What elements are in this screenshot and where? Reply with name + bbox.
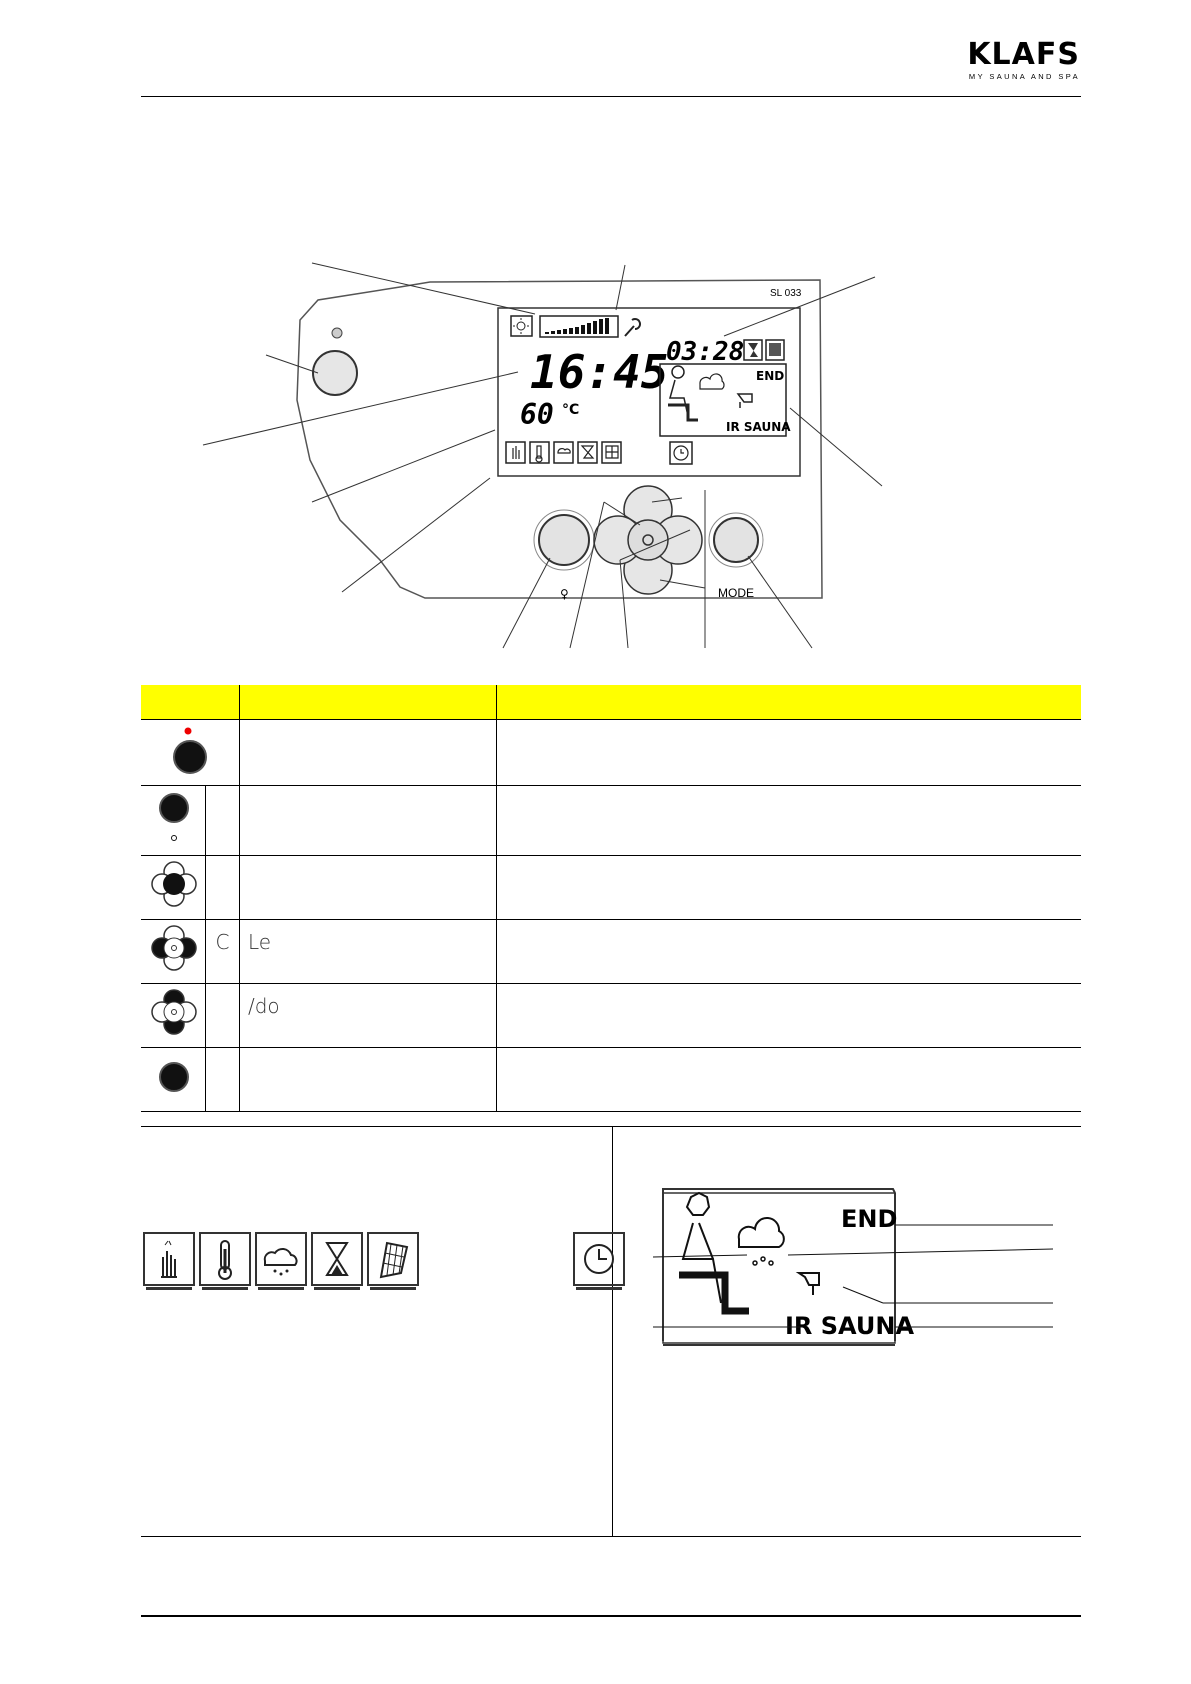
nav-up-down-icon — [141, 984, 205, 1048]
thermometer-icon — [199, 1232, 251, 1286]
detail-status-end: END — [841, 1205, 898, 1233]
table-cell-num — [205, 984, 239, 1048]
table-cell-desc — [497, 984, 1082, 1048]
table-cell-desc — [497, 856, 1082, 920]
nav-center-icon — [141, 856, 205, 920]
table-cell-desc — [497, 1048, 1082, 1112]
power-button-icon — [141, 720, 240, 786]
table-cell-desc — [497, 720, 1082, 786]
lcd-temperature: 60 — [520, 398, 554, 431]
navigation-pad — [594, 486, 702, 594]
table-cell-name — [240, 856, 497, 920]
table-cell-name — [240, 786, 497, 856]
steam-drops-icon — [753, 1257, 773, 1265]
table-row — [141, 856, 1081, 920]
hand-icon — [143, 1232, 195, 1286]
table-cell-name: Le — [240, 920, 497, 984]
logo-tagline: MY SAUNA AND SPA — [968, 72, 1080, 81]
table-header-row — [141, 685, 1081, 720]
power-button[interactable] — [313, 351, 357, 395]
mode-button[interactable] — [714, 518, 758, 562]
table-row — [141, 984, 1081, 1048]
symbol-icon-bar — [143, 1232, 419, 1288]
table-cell-name: /do — [240, 984, 497, 1048]
steam-cloud-icon — [739, 1218, 784, 1247]
table-cell-num — [205, 1048, 239, 1112]
table-cell-desc — [497, 786, 1082, 856]
light-button[interactable] — [539, 515, 589, 565]
lcd-status-end: END — [756, 369, 785, 383]
footer-rule — [141, 1615, 1081, 1617]
table-header-cell — [141, 685, 240, 720]
table-cell-name — [240, 720, 497, 786]
nav-left-right-icon — [141, 920, 205, 984]
bathing-person-icon — [679, 1193, 749, 1311]
table-row — [141, 1048, 1081, 1112]
table-cell-name — [240, 1048, 497, 1112]
lcd-temperature-unit: °C — [562, 402, 580, 418]
checkered-flag-icon — [367, 1232, 419, 1286]
table-cell-num — [205, 786, 239, 856]
table-cell-num: C — [205, 920, 239, 984]
panel-bottom-rule — [141, 1536, 1081, 1537]
detail-mode-name: IR SAUNA — [785, 1312, 915, 1340]
table-cell-desc — [497, 920, 1082, 984]
logo-wordmark: KLAFS — [967, 37, 1080, 72]
light-bulb-icon: ♀ — [560, 587, 569, 601]
lcd-clock: 16:45 — [530, 345, 669, 399]
mode-display-detail — [613, 1127, 1081, 1535]
table-row — [141, 920, 1081, 984]
table-header-cell — [240, 685, 497, 720]
light-button-icon — [141, 786, 205, 856]
table-row — [141, 786, 1081, 856]
hourglass-icon — [311, 1232, 363, 1286]
mode-button-icon — [141, 1048, 205, 1112]
power-led — [332, 328, 342, 338]
cloud-rain-icon — [255, 1232, 307, 1286]
table-header-cell — [497, 685, 1082, 720]
lcd-timer: 03:28 — [666, 337, 745, 367]
hairdryer-icon — [799, 1273, 819, 1295]
table-row — [141, 720, 1081, 786]
controls-table — [141, 685, 1081, 1112]
model-label: SL 033 — [770, 288, 802, 299]
table-cell-num — [205, 856, 239, 920]
lcd-mode-name: IR SAUNA — [726, 420, 791, 434]
mode-button-label: MODE — [718, 586, 754, 600]
control-panel-figure — [0, 0, 1191, 660]
